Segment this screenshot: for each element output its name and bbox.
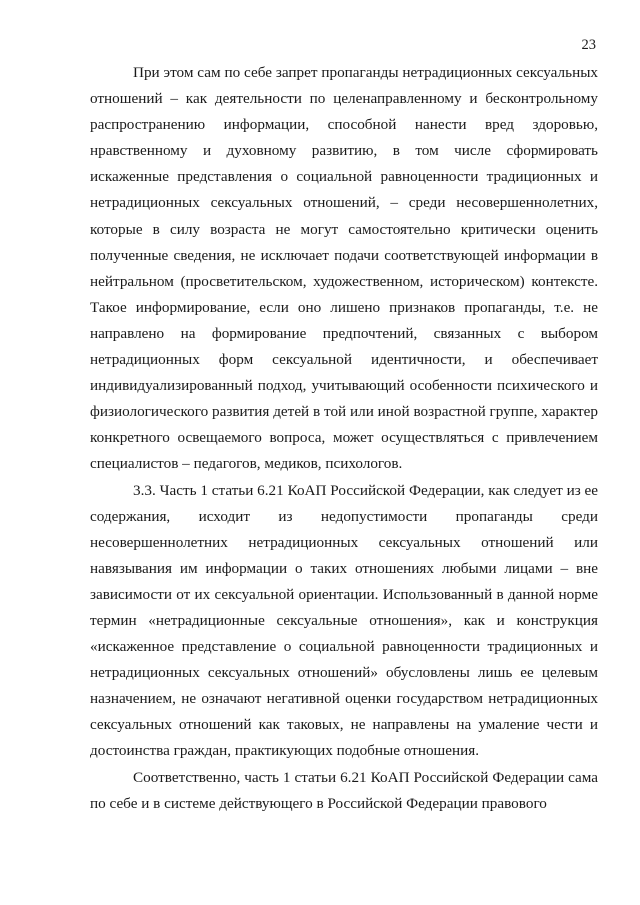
- paragraph-2: 3.3. Часть 1 статьи 6.21 КоАП Российской Федерации, как следует из ее содержания, исходит из недопустимости пропаганды среди несовершеннолетних нетрадиционных сексуальных отношений или навязывания им информации о таких отношениях любыми лицами – вне зависимости от их сексуальной ориентации. Использованный в данной норме термин «нетрадиционные сексуальные отношения», как и конструкция «искаженное представление о социальной равноценности традиционных и нетрадиционных сексуальных отношений» обусловлены лишь ее целевым назначением, не означают негативной оценки государством нетрадиционных сексуальных отношений как таковых, не направлены на умаление чести и достоинства граждан, практикующих подобные отношения.: [90, 481, 598, 760]
- body-text: [90, 60, 598, 817]
- paragraph-1: При этом сам по себе запрет пропаганды нетрадиционных сексуальных отношений – как деятельности по целенаправленному и бесконтрольному распространению информации, способной нанести вред здоровью, нравственному и духовному развитию, в том числе сформировать искаженные представления о социальной равноценности традиционных и нетрадиционных сексуальных отношений, – среди несовершеннолетних, которые в силу возраста не могут самостоятельно критически оценить полученные сведения, не исключает подачи соответствующей информации в нейтральном (просветительском, художественном, историческом) контексте. Такое информирование, если оно лишено признаков пропаганды, т.е. не направлено на формирование предпочтений, связанных с выбором нетрадиционных форм сексуальной идентичности, и обеспечивает индивидуализированный подход, учитывающий особенности психического и физиологического развития детей в той или иной возрастной группе, характер конкретного освещаемого вопроса, может осуществляться с привлечением специалистов – педагогов, медиков, психологов.: [90, 64, 598, 473]
- paragraph-3: Соответственно, часть 1 статьи 6.21 КоАП Российской Федерации сама по себе и в системе действующего в Российской Федерации правового: [90, 768, 598, 812]
- page-number: 23: [581, 37, 596, 53]
